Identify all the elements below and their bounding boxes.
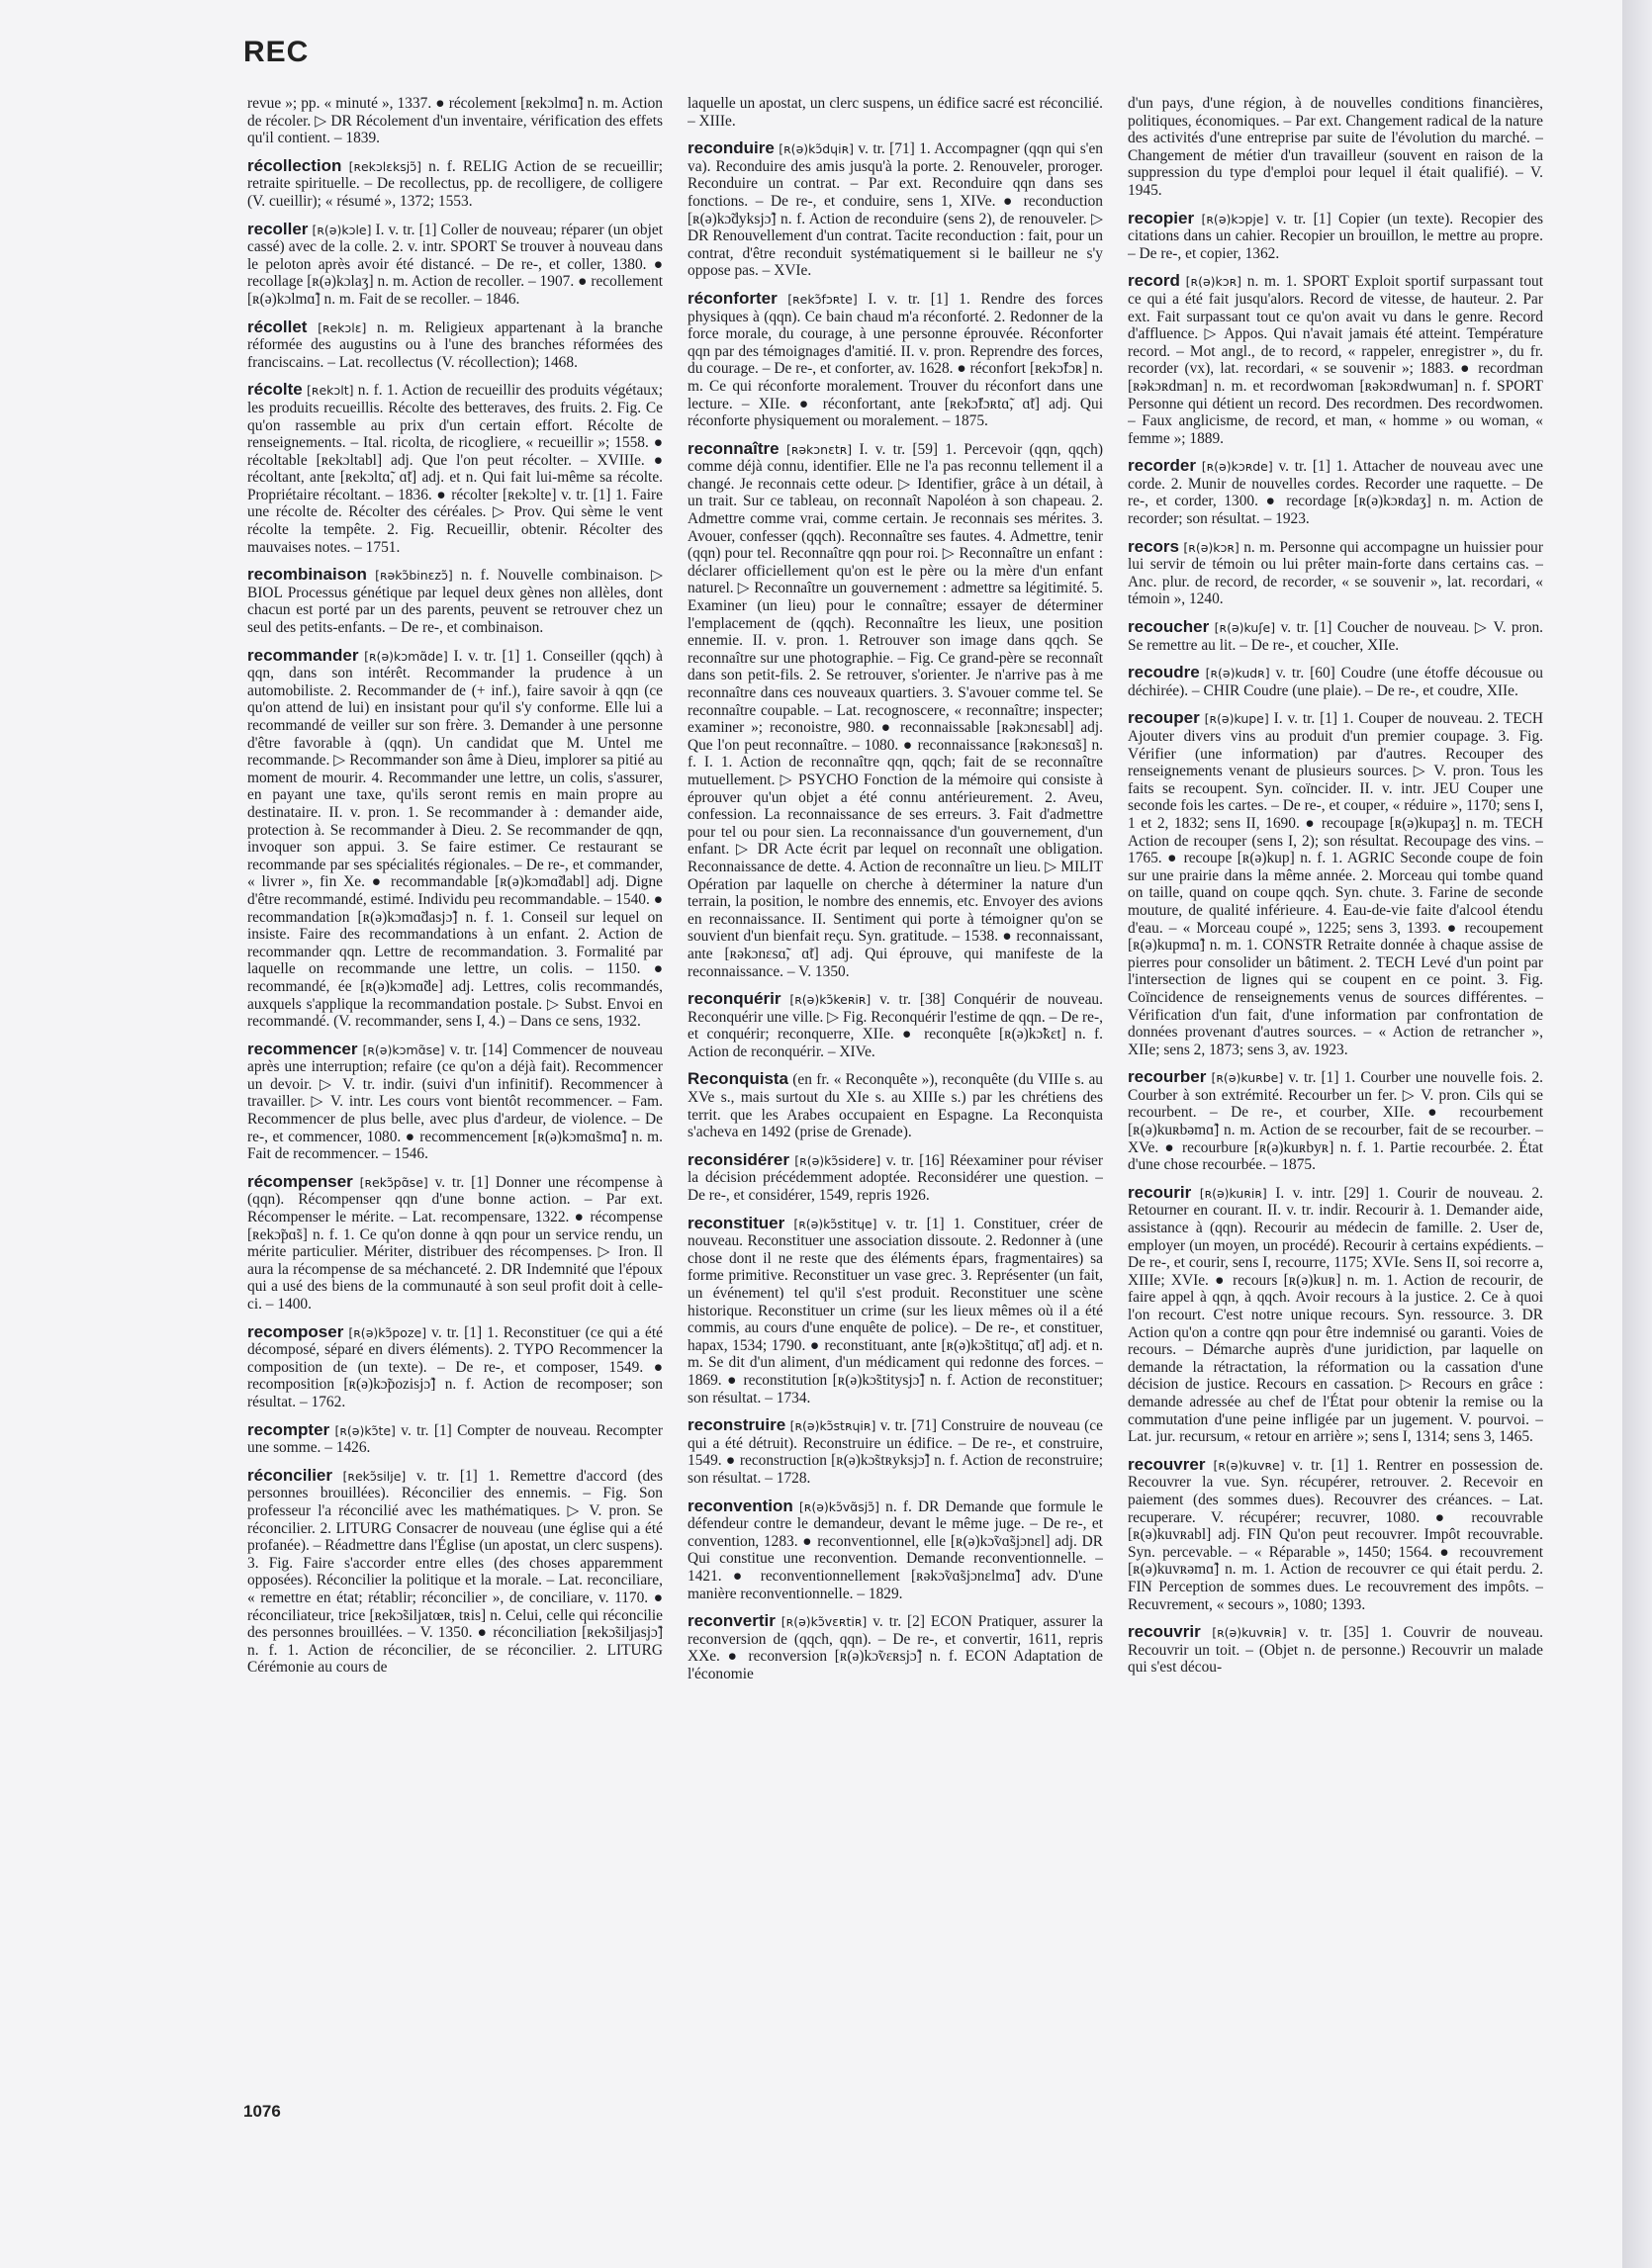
entry-headword: reconduire bbox=[688, 138, 775, 158]
dictionary-entry bbox=[688, 1215, 1103, 1407]
dictionary-entry bbox=[688, 290, 1103, 430]
entry-phonetic: [ʀekɔ̃silje] bbox=[342, 1468, 407, 1484]
entry-headword: Reconquista bbox=[688, 1069, 789, 1089]
entry-definition: v. tr. [60] Coudre (une étoffe décousue ou déchirée). – CHIR Coudre (une plaie). – De re-, et coudre, XIIe. bbox=[1128, 665, 1543, 699]
entry-phonetic: [ʀekɔ̃pɑ̃se] bbox=[359, 1174, 428, 1190]
entry-headword: recombinaison bbox=[247, 565, 367, 585]
entry-definition: n. f. 1. Action de recueillir des produits végétaux; les produits recueillis. Récolte des betteraves, des fruits. 2. Fig. Ce qu'on rassemble au prix d'un certain effort. Récolte de renseignements. – Ital. ricolta, de ricogliere, « recueillir »; 1558. ● récoltable [ʀekɔltabl] adj. Que l'on peut récolter. – XVIIIe. ● récoltant, ante [ʀekɔltɑ̃, ɑ̃t] adj. et n. Qui fait lui-même sa récolte. Propriétaire récoltant. – 1836. ● récolter [ʀekɔlte] v. tr. [1] 1. Faire une récolte de. Récolter des céréales. ▷ Prov. Qui sème le vent récolte la tempête. 2. Fig. Recueillir, obtenir. Récolter des mauvaises notes. – 1751. bbox=[247, 382, 663, 556]
dictionary-entry bbox=[247, 318, 663, 372]
dictionary-entry bbox=[247, 1421, 663, 1457]
column-2 bbox=[688, 95, 1103, 2083]
entry-headword: recors bbox=[1128, 536, 1179, 556]
column-3 bbox=[1128, 95, 1543, 2083]
dictionary-entry bbox=[1128, 1184, 1543, 1446]
dictionary-entry bbox=[247, 647, 663, 1031]
guide-word: REC bbox=[243, 36, 310, 68]
dictionary-entry bbox=[1128, 709, 1543, 1058]
entry-headword: recompter bbox=[247, 1419, 330, 1439]
entry-headword: recouvrir bbox=[1128, 1622, 1201, 1642]
entry-headword: reconvention bbox=[688, 1496, 793, 1515]
entry-definition: v. tr. [1] 1. Rentrer en possession de. Recouvrer la vue. Syn. récupérer, retrouver. 2. Recevoir en paiement (des sommes dues). Recouvrer des créances. – Lat. recuperare. V. récupérer; recuvrer, 1080. ● recouvrable [ʀ(ə)kuvʀabl] adj. FIN Qu'on peut recouvrer. Impôt recouvrable. Syn. percevable. – « Réparable », 1450; 1564. ● recouvrement [ʀ(ə)kuvʀəmɑ̃] n. m. 1. Action de recouvrer ce qui était perdu. 2. FIN Perception de sommes dues. Le recouvrement des impôts. – Recuvrement, « secours », 1080; 1393. bbox=[1128, 1456, 1543, 1613]
entry-headword: recourber bbox=[1128, 1067, 1207, 1087]
page-edge bbox=[1622, 0, 1652, 2268]
dictionary-entry bbox=[1128, 1068, 1543, 1174]
entry-headword: récompenser bbox=[247, 1171, 353, 1191]
dictionary-entry bbox=[1128, 95, 1543, 200]
entry-headword: récollet bbox=[247, 317, 308, 336]
entry-phonetic: [ʀ(ə)kɔ̃sidere] bbox=[794, 1152, 881, 1168]
dictionary-entry bbox=[1128, 664, 1543, 699]
entry-definition: I. v. tr. [1] 1. Rendre des forces physiques à (qqn). Ce bain chaud m'a réconforté. 2. Redonner de la force morale, du courage, à une personne éprouvée. Réconforter qqn par des témoignages d'amitié. II. v. pron. Reprendre des forces, du courage. – De re-, et conforter, av. 1628. ● réconfort [ʀekɔ̃fɔʀ] n. m. Ce qui réconforte moralement. Trouver du réconfort dans une lecture. – XIIe. ● réconfortant, ante [ʀekɔ̃fɔʀtɑ̃, ɑ̃t] adj. Qui réconforte physiquement ou moralement. – 1875. bbox=[688, 290, 1103, 430]
dictionary-entry bbox=[688, 1151, 1103, 1205]
entry-headword: record bbox=[1128, 271, 1180, 291]
entry-definition: v. tr. [35] 1. Couvrir de nouveau. Recouvrir un toit. – (Objet n. de personne.) Recouvrir un malade qui s'est décou- bbox=[1128, 1624, 1543, 1677]
page-number: 1076 bbox=[243, 2102, 281, 2121]
entry-phonetic: [ʀ(ə)kɔʀde] bbox=[1201, 459, 1273, 475]
entry-phonetic: [ʀ(ə)kɔ̃stitɥe] bbox=[793, 1216, 877, 1231]
entry-headword: recommencer bbox=[247, 1039, 358, 1058]
dictionary-entry bbox=[247, 221, 663, 309]
entry-definition: v. tr. [1] Compter de nouveau. Recompter une somme. – 1426. bbox=[247, 1421, 663, 1457]
entry-headword: récollection bbox=[247, 155, 342, 175]
entry-phonetic: [ʀ(ə)kuʃe] bbox=[1214, 620, 1276, 636]
entry-definition: v. tr. [1] 1. Constituer, créer de nouveau. Reconstituer une association dissoute. 2. Redonner à (une chose dont il ne reste que des éléments épars, fragmentaires) sa forme primitive. Reconstituer un vase grec. 3. Représenter (un fait, un événement) tel qu'il s'est produit. Reconstituer une scène historique. Reconstituer un crime (sur les lieux mêmes où il a été commis, au cours d'une enquête de police). – De re-, et constituer, hapax, 1534; 1790. ● reconstituant, ante [ʀ(ə)kɔ̃stitɥɑ̃, ɑ̃t] adj. et n. m. Se dit d'un aliment, d'un médicament qui redonne des forces. – 1869. ● reconstitution [ʀ(ə)kɔ̃stitysjɔ̃] n. f. Action de reconstituer; son résultat. – 1734. bbox=[688, 1215, 1103, 1406]
entry-headword: recouvrer bbox=[1128, 1454, 1206, 1474]
entry-definition: v. tr. [71] Construire de nouveau (ce qui a été détruit). Reconstruire un édifice. – De re-, et construire, 1549. ● reconstruction [ʀ(ə)kɔ̃stʀyksjɔ̃] n. f. Action de reconstruire; son résultat. – 1728. bbox=[688, 1417, 1103, 1487]
dictionary-entry bbox=[1128, 1456, 1543, 1613]
entry-headword: recoudre bbox=[1128, 663, 1200, 682]
entry-headword: reconvertir bbox=[688, 1611, 776, 1631]
dictionary-entry bbox=[688, 1416, 1103, 1487]
entry-definition: (en fr. « Reconquête »), reconquête (du VIIIe s. au XVe s., mais surtout du XIe s. au XIIIe s.) par les chrétiens des territ. que les Arabes occupaient en Espagne. La Reconquista s'acheva en 1492 (prise de Grenade). bbox=[688, 1071, 1103, 1141]
entry-definition: v. tr. [1] 1. Attacher de nouveau avec une corde. 2. Munir de nouvelles cordes. Recorder une raquette. – De re-, et corder, 1300. ● recordage [ʀ(ə)kɔʀdaʒ] n. m. Action de recorder; son résultat. – 1923. bbox=[1128, 458, 1543, 528]
entry-headword: récolte bbox=[247, 380, 303, 400]
entry-headword: recopier bbox=[1128, 208, 1195, 227]
entry-headword: reconnaître bbox=[688, 438, 780, 458]
entry-definition: v. tr. [71] 1. Accompagner (qqn qui s'en va). Reconduire des amis jusqu'à la porte. 2. Renouveler, proroger. Reconduire un contrat. – Par ext. Reconduire qqn dans ses fonctions. – De re-, et conduire, sens 1, XIVe. ● reconduction [ʀ(ə)kɔ̃dyksjɔ̃] n. f. Action de reconduire (sens 2), de renouveler. ▷ DR Renouvellement d'un contrat. Tacite reconduction : fait, pour un contrat, d'être reconduit systématiquement si le bailleur ne s'y oppose pas. – XVIe. bbox=[688, 140, 1103, 280]
dictionary-entry bbox=[1128, 272, 1543, 447]
entry-definition: revue »; pp. « minuté », 1337. ● récolement [ʀekɔlmɑ̃] n. m. Action de récoler. ▷ DR Récolement d'un inventaire, vérification des effets qu'il contient. – 1839. bbox=[247, 95, 663, 147]
entry-headword: reconstruire bbox=[688, 1415, 786, 1435]
entry-phonetic: [ʀ(ə)kɔʀ] bbox=[1185, 274, 1242, 290]
dictionary-entry bbox=[688, 1070, 1103, 1140]
dictionary-entry bbox=[247, 381, 663, 556]
entry-phonetic: [ʀ(ə)kupe] bbox=[1204, 711, 1269, 727]
entry-definition: v. tr. [1] Donner une récompense à (qqn). Récompenser qqn d'une bonne action. – Par ext. Récompenser le mérite. – Lat. recompensare, 1322. ● récompense [ʀekɔ̃pɑ̃s] n. f. 1. Ce qu'on donne à qqn pour un service rendu, un mérite particulier. Mériter, distribuer des récompenses. ▷ Iron. Il aura la récompense de sa méchanceté. 2. DR Indemnité que l'époux qui a usé des biens de la communauté à son seul profit doit à celle-ci. – 1400. bbox=[247, 1173, 663, 1313]
entry-phonetic: [ʀəkɔ̃binɛzɔ̃] bbox=[375, 568, 453, 584]
entry-definition: I. v. tr. [1] 1. Conseiller (qqch) à qqn, dans son intérêt. Recommander la prudence à un automobiliste. 2. Recommander de (+ inf.), faire savoir à qqn (ce qu'on attend de lui) en insistant pour qu'il s'y conforme. Elle lui a recommandé de veiller sur son frère. 3. Demander à une personne d'être favorable à (qqn). Un candidat que M. Untel me recommande. ▷ Recommander son âme à Dieu, implorer sa pitié au moment de mourir. 4. Recommander une lettre, un colis, s'assurer, en payant une taxe, qu'ils seront remis en main propre au destinataire. II. v. pron. 1. Se recommander à : demander aide, protection à. Se recommander à Dieu. 2. Se recommander de qqn, invoquer son appui. 3. Se faire estimer. Ce restaurant se recommande par ses spécialités régionales. – De re-, et commander, « livrer », fin Xe. ● recommandable [ʀ(ə)kɔmɑ̃dabl] adj. Digne d'être recommandé, estimé. Individu peu recommandable. – 1540. ● recommandation [ʀ(ə)kɔmɑ̃dasjɔ̃] n. f. 1. Conseil sur lequel on insiste. Faire des recommandations à un enfant. 2. Action de recommander qqn. Lettre de recommandation. 3. Formalité par laquelle on recommande une lettre, un colis. – 1150. ● recommandé, ée [ʀ(ə)kɔmɑ̃de] adj. Lettres, colis recommandés, auxquels s'applique la recommandation postale. ▷ Subst. Envoi en recommandé. (V. recommander, sens I, 4.) – Dans ce sens, 1932. bbox=[247, 647, 663, 1031]
entry-headword: réconforter bbox=[688, 288, 778, 308]
entry-headword: réconcilier bbox=[247, 1465, 332, 1485]
entry-phonetic: [ʀ(ə)kɔ̃keʀiʀ] bbox=[789, 992, 872, 1008]
entry-phonetic: [ʀ(ə)kuʀiʀ] bbox=[1199, 1185, 1267, 1201]
dictionary-entry bbox=[247, 1467, 663, 1677]
entry-phonetic: [ʀ(ə)kɔ̃te] bbox=[334, 1422, 396, 1438]
entry-definition: I. v. intr. [29] 1. Courir de nouveau. 2. Retourner en courant. II. v. tr. indir. Recourir à. 1. Demander aide, assistance à (qqn). Recourir au médecin de famille. 2. User de, employer (un moyen, un procédé). Recourir à certains expédients. – De re-, et courir, sens I, recourre, 1175; XVIe. Sens II, soi recorre a, XIIIe; XVIe. ● recours [ʀ(ə)kuʀ] n. m. 1. Action de recourir, de faire appel à qqn, à qqch. Avoir recours à la justice. 2. Ce à quoi l'on recourt. C'est notre unique recours. Syn. ressource. 3. DR Action qu'on a contre qqn pour être indemnisé ou garanti. Voies de recours. – Démarche auprès d'une juridiction, par laquelle on demande la rétractation, la réformation ou la cassation d'une décision de justice. Recours en cassation. ▷ Recours en grâce : demande adressée au chef de l'État pour obtenir la remise ou la commutation d'une peine infligée par un jugement. V. pourvoi. – Lat. jur. recursum, « retour en arrière »; sens I, 1314; sens 3, 1465. bbox=[1128, 1184, 1543, 1446]
entry-definition: I. v. tr. [1] Coller de nouveau; réparer (un objet cassé) avec de la colle. 2. v. intr. SPORT Se trouver à nouveau dans le peloton après avoir été distancé. – De re-, et coller, 1380. ● recollage [ʀ(ə)kɔlaʒ] n. m. Action de recoller. – 1907. ● recollement [ʀ(ə)kɔlmɑ̃] n. m. Fait de se recoller. – 1846. bbox=[247, 221, 663, 308]
dictionary-entry bbox=[247, 157, 663, 211]
dictionary-entry bbox=[1128, 618, 1543, 654]
entry-phonetic: [ʀ(ə)kɔ̃dɥiʀ] bbox=[779, 141, 854, 157]
entry-definition: n. f. Nouvelle combinaison. ▷ BIOL Processus génétique par lequel deux gènes non allèles, dont chacun est porté par un des parents, peuvent se retrouver chez un seul des petits-enfants. – De re-, et combinaison. bbox=[247, 567, 663, 637]
entry-phonetic: [ʀ(ə)kɔ̃vɛʀtiʀ] bbox=[780, 1614, 868, 1630]
entry-definition: d'un pays, d'une région, à de nouvelles conditions financières, politiques, économiques. – Par ext. Changement radical de la nature des activités d'une entreprise par suite de l'évolution du marché. – Changement de métier d'un travailleur (souvent en raison de la suppression du type d'emploi pour lequel il était qualifié). – V. 1945. bbox=[1128, 95, 1543, 199]
entry-headword: reconquérir bbox=[688, 989, 781, 1009]
entry-definition: v. tr. [1] 1. Reconstituer (ce qui a été décomposé, séparé en divers éléments). 2. TYPO Recommencer la composition de (un texte). – De re-, et composer, 1549. ● recomposition [ʀ(ə)kɔ̃pozisjɔ̃] n. f. Action de recomposer; son résultat. – 1762. bbox=[247, 1323, 663, 1410]
dictionary-entry bbox=[247, 1323, 663, 1411]
dictionary-entry bbox=[688, 990, 1103, 1060]
entry-definition: v. tr. [16] Réexaminer pour réviser la décision précédemment adoptée. Reconsidérer une question. – De re-, et considérer, 1549, repris 1926. bbox=[688, 1151, 1103, 1205]
entry-phonetic: [ʀ(ə)kɔpje] bbox=[1201, 211, 1269, 227]
entry-phonetic: [ʀəkɔnɛtʀ] bbox=[785, 441, 853, 457]
entry-headword: recourir bbox=[1128, 1182, 1192, 1202]
entry-phonetic: [ʀekɔlɛ] bbox=[318, 319, 367, 335]
entry-headword: reconsidérer bbox=[688, 1149, 789, 1169]
entry-phonetic: [ʀ(ə)kɔle] bbox=[312, 222, 372, 237]
dictionary-entry bbox=[1128, 210, 1543, 263]
dictionary-entry bbox=[688, 95, 1103, 130]
entry-definition: v. tr. [38] Conquérir de nouveau. Reconquérir une ville. ▷ Fig. Reconquérir l'estime de qqn. – De re-, et conquérir; reconquerre, XIIe. ● reconquête [ʀ(ə)kɔ̃kɛt] n. f. Action de reconquérir. – XIVe. bbox=[688, 991, 1103, 1060]
entry-phonetic: [ʀekɔlt] bbox=[307, 383, 354, 399]
entry-phonetic: [ʀekɔ̃fɔʀte] bbox=[787, 291, 858, 307]
dictionary-entry bbox=[247, 1173, 663, 1314]
entry-phonetic: [ʀ(ə)kɔ̃vɑ̃sjɔ̃] bbox=[798, 1498, 879, 1514]
entry-definition: I. v. tr. [59] 1. Percevoir (qqn, qqch) comme déjà connu, identifier. Elle ne l'a pas reconnu tellement il a changé. Je reconnais cette odeur. ▷ Identifier, grâce à un détail, à un trait. Sur ce tableau, on reconnaît Napoléon à son chapeau. 2. Admettre comme vrai, comme certain. Je reconnais ses mérites. 3. Avouer, confesser (qqch). Reconnaître ses fautes. 4. Admettre, tenir (qqn) pour tel. Reconnaître qqn pour roi. ▷ Reconnaître un enfant : déclarer officiellement qu'on est le père ou la mère d'un enfant naturel. ▷ Reconnaître un gouvernement : admettre sa légitimité. 5. Examiner (un lieu) pour le connaître; essayer de déterminer l'emplacement de (qqch). Reconnaître les lieux, une position ennemie. II. v. pron. 1. Retrouver son image dans qqch. Se reconnaître sur une photographie. – Fig. Ce grand-père se reconnaît dans son petit-fils. 2. Se retrouver, s'orienter. Je n'arrive pas à me reconnaître dans ces nouveaux quartiers. 3. S'avouer comme tel. Se reconnaître coupable. – Lat. recognoscere, « reconnaître; inspecter; examiner »; reconoistre, 980. ● reconnaissable [ʀəkɔnɛsabl] adj. Que l'on peut reconnaître. – 1080. ● reconnaissance [ʀəkɔnɛsɑ̃s] n. f. I. 1. Action de reconnaître qqn, qqch; fait de se reconnaître mutuellement. ▷ PSYCHO Fonction de la mémoire qui consiste à éprouver qu'un objet a été connu antérieurement. 2. Aveu, confession. La reconnaissance de ses erreurs. 3. Fait d'admettre pour tel ou pour sien. La reconnaissance d'un gouvernement, d'un enfant. ▷ DR Acte écrit par lequel on reconnaît une obligation. Reconnaissance de dette. 4. Action de reconnaître un lieu. ▷ MILIT Opération par laquelle on cherche à déterminer la nature d'un terrain, la position, le nombre des ennemis, etc. Envoyer des avions en reconnaissance. II. Sentiment qui porte à témoigner qu'on se souvient d'un bienfait reçu. Syn. gratitude. – 1538. ● reconnaissant, ante [ʀəkɔnɛsɑ̃, ɑ̃t] adj. Qui éprouve, qui manifeste de la reconnaissance. – V. 1350. bbox=[688, 440, 1103, 980]
entry-headword: recorder bbox=[1128, 456, 1196, 476]
entry-phonetic: [ʀ(ə)kɔmɑ̃se] bbox=[362, 1042, 445, 1057]
column-1 bbox=[247, 95, 663, 2083]
dictionary-entry bbox=[247, 566, 663, 636]
entry-headword: recomposer bbox=[247, 1321, 344, 1341]
dictionary-entry bbox=[688, 440, 1103, 980]
entry-definition: v. tr. [2] ECON Pratiquer, assurer la reconversion de (qqch, qqn). – De re-, et convertir, 1611, repris XXe. ● reconversion [ʀ(ə)kɔ̃vɛʀsjɔ̃] n. f. ECON Adaptation de l'économie bbox=[688, 1613, 1103, 1682]
entry-phonetic: [ʀ(ə)kuʀbe] bbox=[1211, 1070, 1284, 1086]
dictionary-entry bbox=[688, 139, 1103, 280]
entry-phonetic: [ʀ(ə)kudʀ] bbox=[1205, 666, 1270, 681]
entry-phonetic: [ʀ(ə)kɔmɑ̃de] bbox=[364, 648, 448, 664]
entry-definition: v. tr. [1] 1. Courber une nouvelle fois. 2. Courber à son extrémité. Recourber un fer. ▷ V. pron. Cils qui se recourbent. – De re-, et courber, XIIe. ● recourbement [ʀ(ə)kuʀbəmɑ̃] n. m. Action de se recourber, fait de se recourber. – XVe. ● recourbure [ʀ(ə)kuʀbyʀ] n. f. 1. Partie recourbée. 2. État d'une chose recourbée. – 1875. bbox=[1128, 1069, 1543, 1174]
dictionary-entry bbox=[1128, 538, 1543, 608]
dictionary-entry bbox=[1128, 457, 1543, 527]
entry-definition: n. m. Religieux appartenant à la branche réformée des augustins ou à l'une des branches réformées des franciscains. – Lat. recollectus (V. récollection); 1468. bbox=[247, 318, 663, 371]
dictionary-entry bbox=[247, 95, 663, 147]
entry-definition: n. m. 1. SPORT Exploit sportif surpassant tout ce qui a été fait jusqu'alors. Record de vitesse, de hauteur. 2. Par ext. Fait surpassant tout ce qu'on avait vu dans le genre. Record d'affluence. ▷ Appos. Qui n'avait jamais été atteint. Température record. – Mot angl., de to record, « rappeler, enregistrer », du fr. recorder (vx), lat. recordari, « se souvenir »; 1883. ● recordman [ʀəkɔʀdman] n. m. et recordwoman [ʀəkɔʀdwuman] n. f. SPORT Personne qui détient un record. Des recordmen. Des recordwomen. – Faux anglicisme, de record, et man, « homme » ou woman, « femme »; 1889. bbox=[1128, 273, 1543, 447]
entry-headword: recoller bbox=[247, 219, 309, 238]
entry-headword: reconstituer bbox=[688, 1213, 785, 1232]
entry-phonetic: [ʀ(ə)kɔʀ] bbox=[1183, 539, 1239, 555]
dictionary-entry bbox=[688, 1497, 1103, 1603]
entry-definition: I. v. tr. [1] 1. Couper de nouveau. 2. TECH Ajouter divers vins au produit d'un premier coupage. 3. Fig. Vérifier (une information) par d'autres. Recouper des renseignements venant de plusieurs sources. ▷ V. pron. Tous les faits se recoupent. Syn. coïncider. II. v. intr. JEU Couper une seconde fois les cartes. – De re-, et couper, « réduire », 1170; sens I, 1 et 2, 1832; sens II, 1690. ● recoupage [ʀ(ə)kupaʒ] n. m. TECH Action de recouper (sens I, 2); son résultat. Recoupage des vins. – 1765. ● recoupe [ʀ(ə)kup] n. f. 1. AGRIC Seconde coupe de foin sur une prairie dans la même année. 2. Morceau qui tombe quand on taille, quand on coupe qqch. Syn. chute. 3. Farine de seconde mouture, de qualité inférieure. 4. Eau-de-vie faite d'alcool étendu d'eau. – « Morceau coupé », 1225; sens 3, 1393. ● recoupement [ʀ(ə)kupmɑ̃] n. m. 1. CONSTR Retraite donnée à chaque assise de pierres pour consolider un bâtiment. 2. TECH Levé d'un point par l'intersection de lignes qui se coupent en ce point. 3. Fig. Coïncidence de renseignements venus de sources différentes. – Vérification d'un fait, d'une information par confrontation de données provenant d'autres sources. – « Action de retrancher », XIIe; sens 2, 1873; sens 3, av. 1923. bbox=[1128, 710, 1543, 1058]
columns bbox=[247, 95, 1543, 2083]
entry-headword: recoucher bbox=[1128, 617, 1210, 637]
entry-phonetic: [ʀ(ə)kɔ̃stʀɥiʀ] bbox=[789, 1418, 876, 1434]
entry-phonetic: [ʀ(ə)kɔ̃poze] bbox=[348, 1324, 427, 1340]
entry-phonetic: [ʀekɔlɛksjɔ̃] bbox=[348, 158, 421, 174]
dictionary-entry bbox=[1128, 1623, 1543, 1677]
entry-definition: v. tr. [1] Copier (un texte). Recopier des citations dans un cahier. Recopier un brouillon, le mettre au propre. – De re-, et copier, 1362. bbox=[1128, 210, 1543, 262]
entry-definition: n. f. DR Demande que formule le défendeur contre le demandeur, devant le même juge. – De re-, et convention, 1283. ● reconventionnel, elle [ʀ(ə)kɔ̃vɑ̃sjɔnɛl] adj. DR Qui constitue une reconvention. Demande reconventionnelle. – 1421. ● reconventionnellement [ʀəkɔ̃vɑ̃sjɔnɛlmɑ̃] adv. D'une manière reconventionnelle. – 1829. bbox=[688, 1497, 1103, 1602]
entry-headword: recouper bbox=[1128, 708, 1200, 728]
dictionary-entry bbox=[247, 1041, 663, 1163]
entry-definition: v. tr. [14] Commencer de nouveau après une interruption; refaire (ce qu'on a déjà fait). Recommencer un devoir. ▷ V. tr. indir. (suivi d'un infinitif). Recommencer à travailler. ▷ V. intr. Les cours vont bientôt recommencer. – Fam. Recommencer de plus belle, avec plus d'ardeur, de violence. – De re-, et commencer, 1080. ● recommencement [ʀ(ə)kɔmɑ̃smɑ̃] n. m. Fait de recommencer. – 1546. bbox=[247, 1041, 663, 1163]
entry-phonetic: [ʀ(ə)kuvʀiʀ] bbox=[1212, 1625, 1287, 1641]
entry-phonetic: [ʀ(ə)kuvʀe] bbox=[1213, 1457, 1285, 1473]
dictionary-entry bbox=[688, 1612, 1103, 1682]
entry-definition: laquelle un apostat, un clerc suspens, un édifice sacré est réconcilié. – XIIIe. bbox=[688, 95, 1103, 130]
entry-headword: recommander bbox=[247, 645, 359, 665]
entry-definition: n. m. Personne qui accompagne un huissier pour lui servir de témoin ou lui prêter main-forte dans certains cas. – Anc. plur. de record, de recorder, « se souvenir », lat. recordari, « témoin », 1240. bbox=[1128, 538, 1543, 608]
entry-definition: n. f. RELIG Action de se recueillir; retraite spirituelle. – De recollectus, pp. de recolligere, de colligere (V. cueillir); « résumé », 1372; 1553. bbox=[247, 157, 663, 210]
entry-definition: v. tr. [1] 1. Remettre d'accord (des personnes brouillées). Réconcilier des ennemis. – Fig. Son professeur l'a réconcilié avec les mathématiques. ▷ V. pron. Se réconcilier. 2. LITURG Consacrer de nouveau (une église qui a été profanée). – Réadmettre dans l'Église (un apostat, un clerc suspens). 3. Fig. Faire s'accorder entre elles (des choses apparemment opposées). Réconcilier la politique et la morale. – Lat. reconciliare, « remettre en état; rétablir; réconcilier », de conciliare, v. 1170. ● réconciliateur, trice [ʀekɔ̃siljatœʀ, tʀis] n. Celui, celle qui réconcilie des personnes brouillées. – V. 1350. ● réconciliation [ʀekɔ̃siljasjɔ̃] n. f. 1. Action de réconcilier, de se réconcilier. 2. LITURG Cérémonie au cours de bbox=[247, 1467, 663, 1677]
entry-definition: v. tr. [1] Coucher de nouveau. ▷ V. pron. Se remettre au lit. – De re-, et coucher, XIIe. bbox=[1128, 619, 1543, 654]
